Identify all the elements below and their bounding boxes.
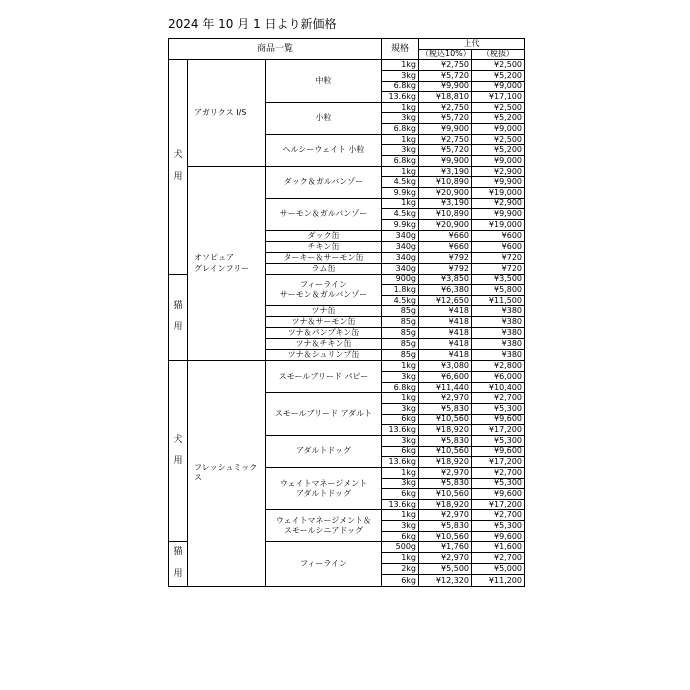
price-tax-ex-cell: ¥1,600 <box>472 542 525 553</box>
header-tax-in: （税込10%） <box>419 49 472 60</box>
header-product-list: 商品一覧 <box>169 39 382 60</box>
spec-cell: 9.9kg <box>382 187 419 198</box>
spec-cell: 6kg <box>382 575 419 586</box>
price-tax-in-cell: ¥5,830 <box>419 435 472 446</box>
price-tax-ex-cell: ¥9,600 <box>472 414 525 425</box>
price-tax-ex-cell: ¥5,300 <box>472 478 525 489</box>
spec-cell: 6kg <box>382 489 419 500</box>
spec-cell: 3kg <box>382 113 419 124</box>
spec-cell: 13.6kg <box>382 425 419 436</box>
price-table <box>168 38 525 587</box>
spec-cell: 3kg <box>382 145 419 156</box>
price-tax-ex-cell: ¥5,200 <box>472 70 525 81</box>
category-cell: 犬 用 <box>169 60 188 274</box>
price-tax-ex-cell: ¥2,500 <box>472 134 525 145</box>
price-tax-in-cell: ¥5,830 <box>419 478 472 489</box>
spec-cell: 1kg <box>382 510 419 521</box>
category-cell: 犬 用 <box>169 361 188 542</box>
price-tax-in-cell: ¥9,900 <box>419 156 472 167</box>
price-tax-ex-cell: ¥5,300 <box>472 521 525 532</box>
product-name-cell: 小粒 <box>266 102 382 134</box>
price-tax-ex-cell: ¥2,700 <box>472 510 525 521</box>
price-tax-in-cell: ¥2,750 <box>419 60 472 71</box>
price-tax-in-cell: ¥660 <box>419 230 472 241</box>
spec-cell: 1kg <box>382 393 419 404</box>
product-name-cell: 中粒 <box>266 60 382 103</box>
page-title: 2024 年 10 月 1 日より新価格 <box>168 17 337 31</box>
price-tax-ex-cell: ¥380 <box>472 317 525 328</box>
price-tax-ex-cell: ¥2,900 <box>472 166 525 177</box>
price-tax-in-cell: ¥10,890 <box>419 177 472 188</box>
price-tax-ex-cell: ¥5,300 <box>472 435 525 446</box>
spec-cell: 1kg <box>382 60 419 71</box>
spec-cell: 85g <box>382 339 419 350</box>
price-tax-ex-cell: ¥3,500 <box>472 274 525 285</box>
price-tax-ex-cell: ¥11,500 <box>472 295 525 306</box>
product-name-cell: ダック＆ガルバンゾー <box>266 166 382 198</box>
product-name-cell: ツナ＆チキン缶 <box>266 339 382 350</box>
price-tax-in-cell: ¥2,970 <box>419 393 472 404</box>
spec-cell: 6kg <box>382 414 419 425</box>
price-tax-in-cell: ¥2,970 <box>419 510 472 521</box>
header-wholesale: 上代 <box>419 39 525 50</box>
product-name-cell: フィーライン サーモン＆ガルバンゾー <box>266 274 382 306</box>
price-tax-in-cell: ¥2,750 <box>419 134 472 145</box>
category-cell: 猫 用 <box>169 274 188 361</box>
spec-cell: 1.8kg <box>382 285 419 296</box>
price-tax-in-cell: ¥3,190 <box>419 198 472 209</box>
product-name-cell: チキン缶 <box>266 241 382 252</box>
spec-cell: 3kg <box>382 521 419 532</box>
header-tax-ex: （税抜） <box>472 49 525 60</box>
price-tax-in-cell: ¥3,080 <box>419 361 472 372</box>
product-name-cell: サーモン＆ガルバンゾー <box>266 198 382 230</box>
price-tax-in-cell: ¥418 <box>419 317 472 328</box>
price-tax-ex-cell: ¥2,700 <box>472 467 525 478</box>
price-tax-in-cell: ¥5,830 <box>419 521 472 532</box>
spec-cell: 13.6kg <box>382 499 419 510</box>
spec-cell: 6.8kg <box>382 124 419 135</box>
price-tax-ex-cell: ¥9,600 <box>472 531 525 542</box>
price-tax-in-cell: ¥418 <box>419 328 472 339</box>
price-tax-ex-cell: ¥9,600 <box>472 489 525 500</box>
spec-cell: 4.5kg <box>382 295 419 306</box>
price-tax-ex-cell: ¥2,900 <box>472 198 525 209</box>
price-tax-in-cell: ¥9,900 <box>419 81 472 92</box>
price-tax-in-cell: ¥18,920 <box>419 499 472 510</box>
product-name-cell: ツナ缶 <box>266 306 382 317</box>
price-tax-ex-cell: ¥9,000 <box>472 81 525 92</box>
price-tax-ex-cell: ¥5,200 <box>472 113 525 124</box>
price-table-body <box>169 60 525 586</box>
spec-cell: 1kg <box>382 198 419 209</box>
header-spec: 規格 <box>382 39 419 60</box>
price-tax-ex-cell: ¥17,200 <box>472 457 525 468</box>
product-name-cell: ダック缶 <box>266 230 382 241</box>
price-tax-ex-cell: ¥9,900 <box>472 209 525 220</box>
spec-cell: 1kg <box>382 361 419 372</box>
spec-cell: 13.6kg <box>382 457 419 468</box>
spec-cell: 85g <box>382 306 419 317</box>
price-tax-in-cell: ¥792 <box>419 252 472 263</box>
price-tax-ex-cell: ¥19,000 <box>472 187 525 198</box>
product-name-cell: スモールブリード パピー <box>266 361 382 393</box>
spec-cell: 85g <box>382 350 419 361</box>
price-tax-ex-cell: ¥2,500 <box>472 60 525 71</box>
product-name-cell: ヘルシーウェイト 小粒 <box>266 134 382 166</box>
spec-cell: 6kg <box>382 446 419 457</box>
price-tax-ex-cell: ¥600 <box>472 241 525 252</box>
price-tax-ex-cell: ¥380 <box>472 328 525 339</box>
product-name-cell: ターキー＆サーモン缶 <box>266 252 382 263</box>
price-tax-in-cell: ¥3,190 <box>419 166 472 177</box>
price-tax-ex-cell: ¥10,400 <box>472 382 525 393</box>
product-line-cell: アガリクス I/S <box>188 60 266 166</box>
price-tax-in-cell: ¥18,810 <box>419 92 472 103</box>
spec-cell: 3kg <box>382 372 419 383</box>
spec-cell: 4.5kg <box>382 177 419 188</box>
spec-cell: 1kg <box>382 467 419 478</box>
price-tax-in-cell: ¥11,440 <box>419 382 472 393</box>
spec-cell: 340g <box>382 263 419 274</box>
price-tax-in-cell: ¥20,900 <box>419 187 472 198</box>
table-row <box>169 166 525 177</box>
price-tax-ex-cell: ¥6,000 <box>472 372 525 383</box>
price-tax-ex-cell: ¥9,000 <box>472 124 525 135</box>
price-tax-in-cell: ¥20,900 <box>419 219 472 230</box>
product-name-cell: スモールブリード アダルト <box>266 393 382 436</box>
spec-cell: 6.8kg <box>382 382 419 393</box>
price-tax-ex-cell: ¥5,000 <box>472 564 525 575</box>
spec-cell: 13.6kg <box>382 92 419 103</box>
price-tax-in-cell: ¥10,560 <box>419 489 472 500</box>
price-tax-ex-cell: ¥380 <box>472 306 525 317</box>
price-tax-ex-cell: ¥720 <box>472 263 525 274</box>
spec-cell: 500g <box>382 542 419 553</box>
product-name-cell: アダルトドッグ <box>266 435 382 467</box>
spec-cell: 85g <box>382 328 419 339</box>
spec-cell: 1kg <box>382 134 419 145</box>
product-name-cell: ツナ＆サーモン缶 <box>266 317 382 328</box>
price-tax-in-cell: ¥418 <box>419 339 472 350</box>
price-tax-in-cell: ¥418 <box>419 306 472 317</box>
price-tax-ex-cell: ¥9,000 <box>472 156 525 167</box>
spec-cell: 3kg <box>382 404 419 415</box>
spec-cell: 340g <box>382 230 419 241</box>
price-tax-in-cell: ¥6,380 <box>419 285 472 296</box>
price-tax-ex-cell: ¥9,900 <box>472 177 525 188</box>
spec-cell: 3kg <box>382 435 419 446</box>
product-line-cell: フレッシュミックス <box>188 361 266 586</box>
product-name-cell: ウェイトマネージメント アダルトドッグ <box>266 467 382 510</box>
price-tax-ex-cell: ¥600 <box>472 230 525 241</box>
spec-cell: 2kg <box>382 564 419 575</box>
price-tax-ex-cell: ¥17,200 <box>472 499 525 510</box>
product-name-cell: ウェイトマネージメント＆ スモールシニアドッグ <box>266 510 382 542</box>
table-row <box>169 60 525 71</box>
price-tax-in-cell: ¥6,600 <box>419 372 472 383</box>
price-tax-ex-cell: ¥11,200 <box>472 575 525 586</box>
price-tax-in-cell: ¥10,560 <box>419 446 472 457</box>
product-name-cell: ツナ＆シュリンプ缶 <box>266 350 382 361</box>
price-tax-in-cell: ¥660 <box>419 241 472 252</box>
price-tax-ex-cell: ¥720 <box>472 252 525 263</box>
price-tax-ex-cell: ¥17,200 <box>472 425 525 436</box>
price-tax-in-cell: ¥3,850 <box>419 274 472 285</box>
price-tax-ex-cell: ¥2,800 <box>472 361 525 372</box>
price-tax-in-cell: ¥10,560 <box>419 414 472 425</box>
spec-cell: 1kg <box>382 166 419 177</box>
spec-cell: 4.5kg <box>382 209 419 220</box>
price-tax-in-cell: ¥10,560 <box>419 531 472 542</box>
price-tax-ex-cell: ¥19,000 <box>472 219 525 230</box>
price-tax-ex-cell: ¥2,700 <box>472 553 525 564</box>
price-tax-in-cell: ¥418 <box>419 350 472 361</box>
spec-cell: 340g <box>382 252 419 263</box>
price-tax-ex-cell: ¥380 <box>472 350 525 361</box>
price-tax-in-cell: ¥1,760 <box>419 542 472 553</box>
price-tax-ex-cell: ¥17,100 <box>472 92 525 103</box>
price-tax-in-cell: ¥5,830 <box>419 404 472 415</box>
spec-cell: 6.8kg <box>382 81 419 92</box>
price-tax-in-cell: ¥10,890 <box>419 209 472 220</box>
price-tax-in-cell: ¥9,900 <box>419 124 472 135</box>
price-tax-in-cell: ¥792 <box>419 263 472 274</box>
price-tax-in-cell: ¥5,720 <box>419 145 472 156</box>
price-tax-in-cell: ¥5,720 <box>419 113 472 124</box>
price-tax-in-cell: ¥5,720 <box>419 70 472 81</box>
spec-cell: 85g <box>382 317 419 328</box>
spec-cell: 9.9kg <box>382 219 419 230</box>
product-name-cell: ツナ＆パンプキン缶 <box>266 328 382 339</box>
price-tax-in-cell: ¥5,500 <box>419 564 472 575</box>
price-tax-ex-cell: ¥5,300 <box>472 404 525 415</box>
product-name-cell: フィーライン <box>266 542 382 586</box>
price-tax-in-cell: ¥12,320 <box>419 575 472 586</box>
spec-cell: 1kg <box>382 102 419 113</box>
price-tax-in-cell: ¥18,920 <box>419 425 472 436</box>
spec-cell: 3kg <box>382 478 419 489</box>
price-tax-in-cell: ¥2,970 <box>419 467 472 478</box>
price-tax-ex-cell: ¥9,600 <box>472 446 525 457</box>
table-row <box>169 361 525 372</box>
spec-cell: 340g <box>382 241 419 252</box>
spec-cell: 900g <box>382 274 419 285</box>
spec-cell: 3kg <box>382 70 419 81</box>
product-line-cell: オソピュア グレインフリー <box>188 166 266 361</box>
spec-cell: 6kg <box>382 531 419 542</box>
price-tax-in-cell: ¥12,650 <box>419 295 472 306</box>
price-tax-ex-cell: ¥5,800 <box>472 285 525 296</box>
price-tax-in-cell: ¥2,970 <box>419 553 472 564</box>
price-tax-ex-cell: ¥380 <box>472 339 525 350</box>
price-tax-in-cell: ¥18,920 <box>419 457 472 468</box>
category-cell: 猫 用 <box>169 542 188 586</box>
price-tax-in-cell: ¥2,750 <box>419 102 472 113</box>
product-name-cell: ラム缶 <box>266 263 382 274</box>
price-tax-ex-cell: ¥5,200 <box>472 145 525 156</box>
spec-cell: 6.8kg <box>382 156 419 167</box>
price-tax-ex-cell: ¥2,500 <box>472 102 525 113</box>
spec-cell: 1kg <box>382 553 419 564</box>
price-tax-ex-cell: ¥2,700 <box>472 393 525 404</box>
